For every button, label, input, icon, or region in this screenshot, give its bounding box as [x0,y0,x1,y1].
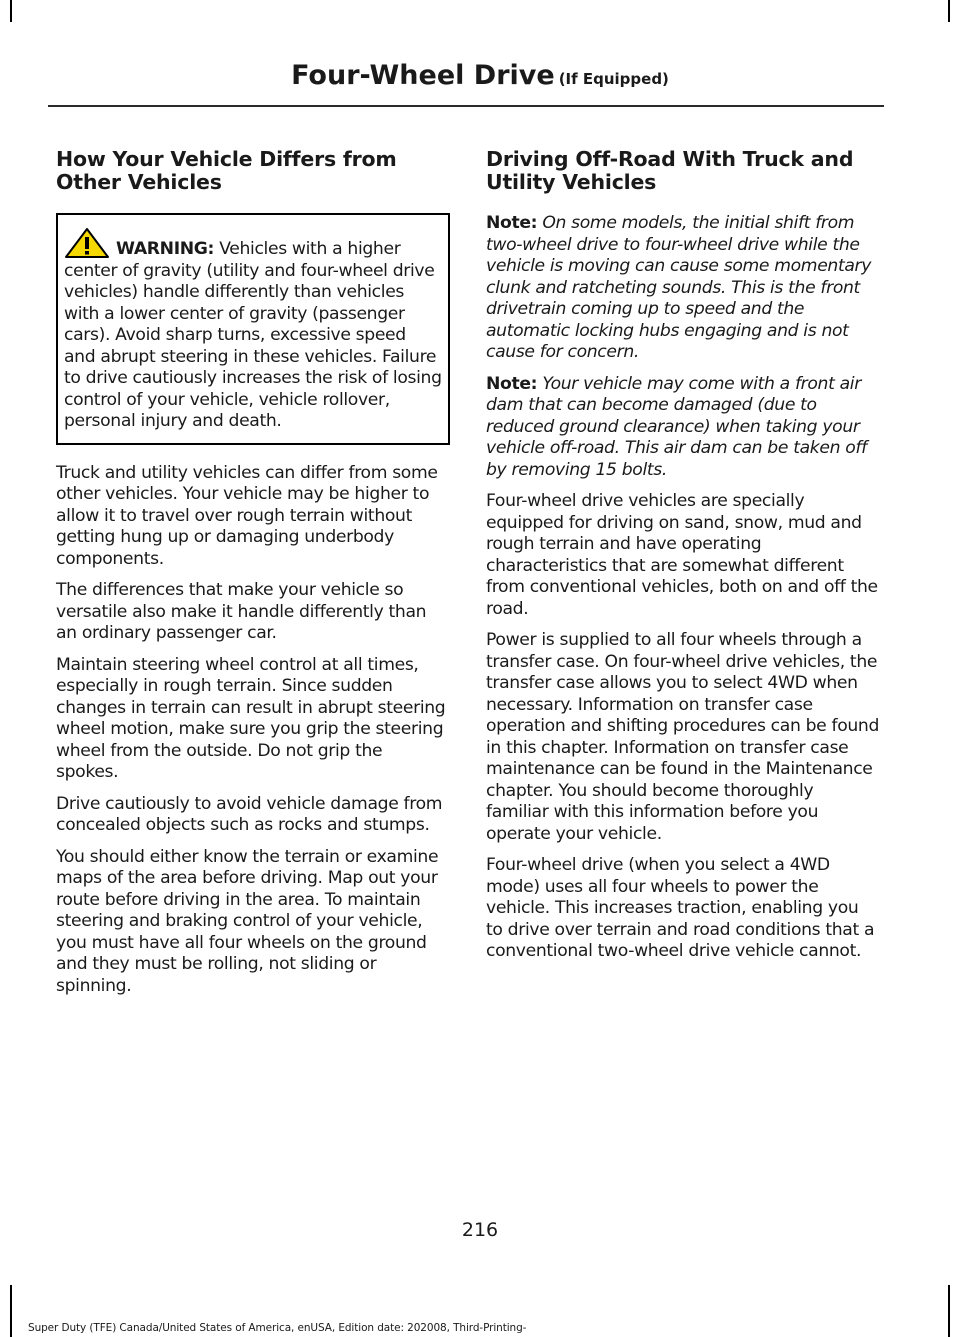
warning-text: Vehicles with a higher center of gravity (utility and four-wheel drive vehicles) handle differently than vehicles with a lower center of gravity (passenger cars). Avoid sharp turns, excessive speed and abrupt steering in these vehicles. Failure to drive cautiously increases the risk of losing control of your vehicle, vehicle rollover, personal injury and death. [64,239,442,431]
chapter-subtitle: (If Equipped) [558,70,669,88]
body-paragraph: Four-wheel drive (when you select a 4WD mode) uses all four wheels to power the vehicle. This increases traction, enabling you to drive over terrain and road conditions that a conventional two-wheel drive vehicle cannot. [486,855,875,961]
body-paragraph: Power is supplied to all four wheels through a transfer case. On four-wheel drive vehicles, the transfer case allows you to select 4WD when necessary. Information on transfer case operation and shifting procedures can be found in this chapter. Information on transfer case maintenance can be found in the Maintenance chapter. You should become thoroughly familiar with this information before you operate your vehicle. [486,630,880,844]
crop-mark [10,0,12,22]
body-paragraph: Truck and utility vehicles can differ from some other vehicles. Your vehicle may be higher to allow it to travel over rough terrain without getting hung up or damaging underbody components. [56,462,438,569]
note-paragraph [486,213,880,364]
page-number: 216 [461,1219,499,1241]
section-heading: How Your Vehicle Differs from Other Vehicles [56,147,397,194]
right-column [486,148,880,973]
body-paragraph: The differences that make your vehicle so versatile also make it handle differently than an ordinary passenger car. [56,580,427,643]
note-text: Your vehicle may come with a front air dam that can become damaged (due to reduced ground clearance) when taking your vehicle off-road. This air dam can be taken off by removing 15 bolts. [486,373,867,480]
warning-triangle-icon [64,228,110,258]
body-paragraph: Drive cautiously to avoid vehicle damage from concealed objects such as rocks and stumps. [56,793,443,835]
warning-paragraph [64,228,442,433]
crop-mark [10,1285,12,1337]
body-paragraph: Maintain steering wheel control at all times, especially in rough terrain. Since sudden changes in terrain can result in abrupt steering wheel motion, make sure you grip the steering wheel from the outside. Do not grip the spokes. [56,654,446,782]
page-header [0,60,960,91]
note-text: On some models, the initial shift from two-wheel drive to four-wheel drive while the vehicle is moving can cause some momentary clunk and ratcheting sounds. This is the front drivetrain coming up to speed and the automatic locking hubs engaging and is not cause for concern. [486,213,872,362]
note-label: Note: [486,213,538,233]
note-label: Note: [486,373,538,394]
warning-box [56,213,450,445]
crop-mark [948,0,950,22]
footer-edition-info: Super Duty (TFE) Canada/United States of America, enUSA, Edition date: 202008, Third-Printing- [28,1322,527,1334]
body-paragraph: Four-wheel drive vehicles are specially equipped for driving on sand, snow, mud and rough terrain and have operating characteristics that are somewhat different from conventional vehicles, both on and off the road. [486,491,878,619]
header-divider [48,105,884,107]
crop-mark [948,1285,950,1337]
section-heading: Driving Off-Road With Truck and Utility Vehicles [486,147,854,194]
body-paragraph: You should either know the terrain or examine maps of the area before driving. Map out your route before driving in the area. To maintain steering and braking control of your vehicle, you must have all four wheels on the ground and they must be rolling, not sliding or spinning. [56,846,439,996]
warning-label: WARNING: [116,239,215,259]
chapter-title: Four-Wheel Drive [291,60,555,91]
left-column [56,148,448,1007]
note-paragraph [486,374,880,482]
